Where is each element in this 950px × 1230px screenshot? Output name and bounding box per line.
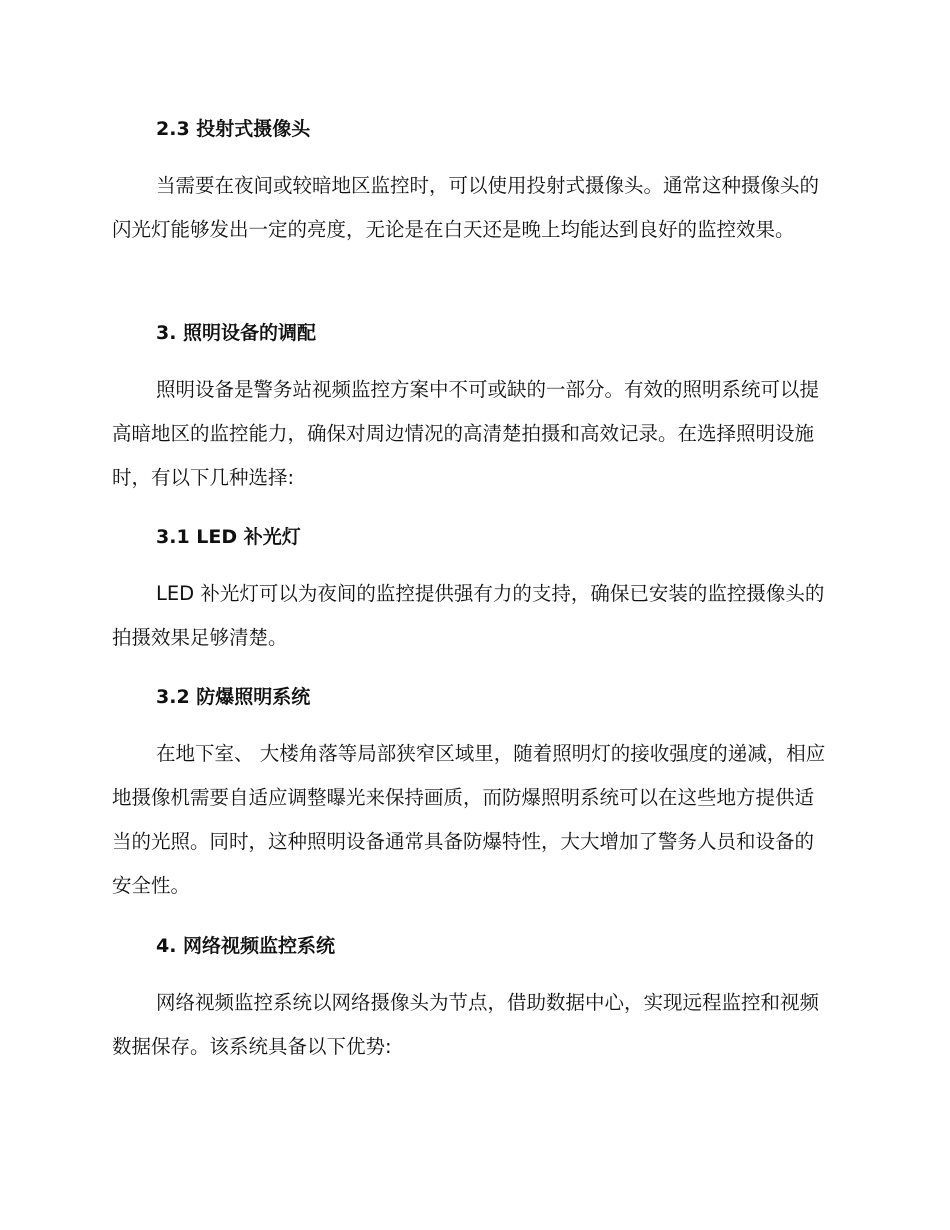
section-heading-3-1: 3.1 LED 补光灯 bbox=[156, 526, 301, 548]
section-paragraph-3: 照明设备是警务站视频监控方案中不可或缺的一部分。有效的照明系统可以提高暗地区的监控能力，确保对周边情况的高清楚拍摄和高效记录。在选择照明设施时，有以下几种选择: bbox=[112, 378, 820, 489]
section-heading-2-3: 2.3 投射式摄像头 bbox=[156, 118, 311, 140]
section-paragraph-3-2: 在地下室、 大楼角落等局部狭窄区域里，随着照明灯的接收强度的递减，相应地摄像机需要自适应调整曝光来保持画质，而防爆照明系统可以在这些地方提供适当的光照。同时，这种照明设备通常具备防爆特性，大大增加了警务人员和设备的安全性。 bbox=[112, 742, 826, 897]
section-paragraph-2-3: 当需要在夜间或较暗地区监控时，可以使用投射式摄像头。通常这种摄像头的闪光灯能够发出一定的亮度，无论是在白天还是晚上均能达到良好的监控效果。 bbox=[112, 174, 820, 241]
section-heading-3: 3. 照明设备的调配 bbox=[156, 322, 317, 344]
section-paragraph-4: 网络视频监控系统以网络摄像头为节点，借助数据中心，实现远程监控和视频数据保存。该系统具备以下优势: bbox=[112, 991, 820, 1058]
section-heading-3-2: 3.2 防爆照明系统 bbox=[156, 686, 311, 708]
section-heading-4: 4. 网络视频监控系统 bbox=[156, 935, 336, 957]
section-paragraph-3-1: LED 补光灯可以为夜间的监控提供强有力的支持，确保已安装的监控摄像头的拍摄效果足够清楚。 bbox=[112, 582, 825, 649]
